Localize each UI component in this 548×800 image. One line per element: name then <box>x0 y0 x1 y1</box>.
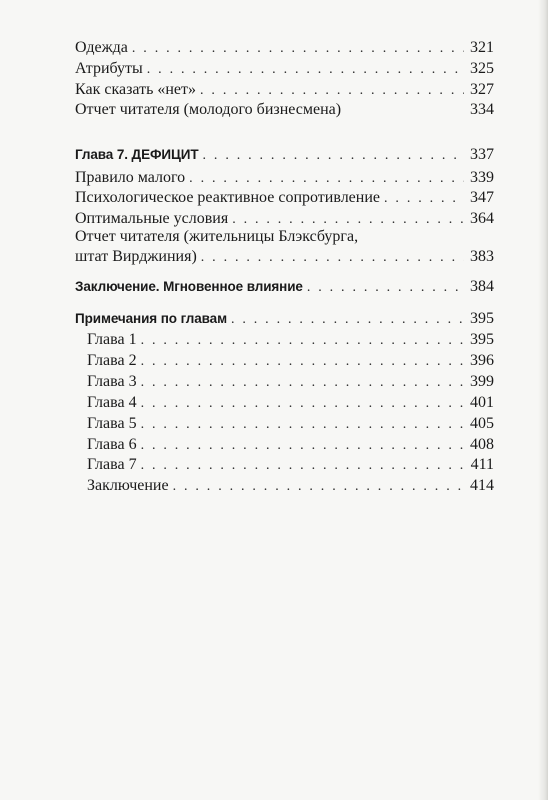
dot-leader <box>141 436 464 456</box>
toc-entry-label: Глава 5 <box>87 415 137 432</box>
toc-sub-entry <box>87 330 494 351</box>
toc-entry-page: 364 <box>470 210 494 227</box>
toc-entry-label: Правило малого <box>75 169 186 186</box>
toc-sub-entry <box>87 455 494 476</box>
chapter-title: Глава 7. ДЕФИЦИТ <box>75 147 199 162</box>
dot-leader <box>189 169 464 189</box>
toc-entry <box>75 38 494 59</box>
toc-conclusion-heading <box>75 277 494 298</box>
toc-entry-page: 327 <box>470 81 494 98</box>
dot-leader <box>200 81 464 101</box>
toc-entry-label: Глава 1 <box>87 331 137 348</box>
toc-entry-label: Заключение <box>87 477 169 494</box>
dot-leader <box>384 189 464 209</box>
toc-entry <box>75 100 494 121</box>
toc-entry-label: Атрибуты <box>75 60 143 77</box>
toc-entry-label: Одежда <box>75 39 128 56</box>
toc-entry-label-line2: штат Вирджиния) <box>75 248 197 265</box>
toc-entry <box>75 188 494 209</box>
dot-leader <box>141 415 464 435</box>
conclusion-title: Заключение. Мгновенное влияние <box>75 279 303 294</box>
toc-entry-label-line1: Отчет читателя (жительницы Блэксбурга, <box>75 228 359 245</box>
toc-entry-page: 383 <box>470 248 494 265</box>
toc-chapter-heading <box>75 145 494 166</box>
toc-entry-label: Глава 3 <box>87 373 137 390</box>
toc-entry-page: 321 <box>470 39 494 56</box>
dot-leader <box>173 477 464 497</box>
toc-notes-heading <box>75 309 494 330</box>
toc-sub-entry <box>87 435 494 456</box>
toc-sub-entry <box>87 372 494 393</box>
dot-leader <box>132 39 464 59</box>
toc-entry-page: 399 <box>470 373 494 390</box>
notes-page: 395 <box>470 310 494 327</box>
toc-entry-page: 408 <box>470 436 494 453</box>
toc-entry-label: Глава 6 <box>87 436 137 453</box>
dot-leader <box>141 456 465 476</box>
dot-leader <box>141 331 464 351</box>
toc-entry-label: Как сказать «нет» <box>75 81 197 98</box>
dot-leader <box>201 248 464 268</box>
notes-title: Примечания по главам <box>75 311 227 326</box>
toc-entry-page: 401 <box>470 394 494 411</box>
dot-leader <box>231 310 464 330</box>
toc-entry-page: 334 <box>470 101 494 118</box>
toc-entry-label: Глава 2 <box>87 352 137 369</box>
dot-leader <box>141 394 464 414</box>
toc-entry-label: Глава 4 <box>87 394 137 411</box>
page-edge-shadow <box>538 0 548 800</box>
toc-sub-entry <box>87 351 494 372</box>
toc-entry-label: Глава 7 <box>87 456 137 473</box>
toc-entry <box>75 59 494 80</box>
toc-entry-page: 414 <box>470 477 494 494</box>
toc-sub-entry <box>87 414 494 435</box>
dot-leader <box>307 278 464 298</box>
toc-entry-label: Оптимальные условия <box>75 210 229 227</box>
chapter-page: 337 <box>470 146 494 163</box>
toc-entry-page: 411 <box>470 456 494 473</box>
toc-entry-page: 405 <box>470 415 494 432</box>
toc-entry-page: 395 <box>470 331 494 348</box>
toc-sub-entry <box>87 476 494 497</box>
dot-leader <box>141 373 464 393</box>
toc-entry <box>75 80 494 101</box>
dot-leader <box>141 352 464 372</box>
toc-entry-page: 347 <box>470 189 494 206</box>
toc-entry-page: 325 <box>470 60 494 77</box>
toc-sub-entry <box>87 393 494 414</box>
toc-entry-page: 339 <box>470 169 494 186</box>
toc-entry-page: 396 <box>470 352 494 369</box>
toc-entry-label: Психологическое реактивное сопротивление <box>75 189 381 206</box>
conclusion-page: 384 <box>470 278 494 295</box>
toc-entry-label: Отчет читателя (молодого бизнесмена) <box>75 101 342 118</box>
dot-leader <box>203 146 464 166</box>
dot-leader <box>147 60 464 80</box>
toc-entry <box>75 247 494 268</box>
toc-entry <box>75 168 494 189</box>
